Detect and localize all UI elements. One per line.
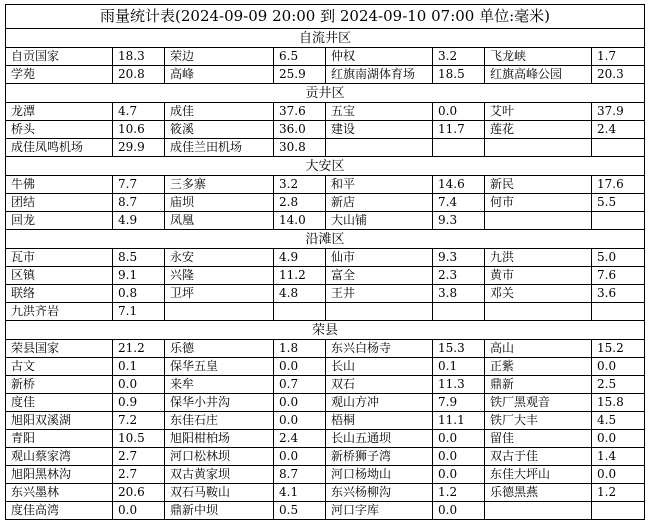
station-name: 新桥狮子湾	[326, 448, 433, 466]
rainfall-value: 0.0	[274, 394, 326, 412]
table-row	[6, 285, 645, 303]
rainfall-table	[5, 4, 645, 520]
station-name: 梧桐	[326, 412, 433, 430]
station-name: 成佳凤鸣机场	[6, 139, 113, 157]
station-name: 双石马鞍山	[165, 484, 274, 502]
rainfall-value: 6.5	[274, 48, 326, 66]
rainfall-value: 4.5	[592, 412, 645, 430]
rainfall-value: 2.5	[592, 376, 645, 394]
station-name: 学苑	[6, 66, 113, 84]
station-name: 高峰	[165, 66, 274, 84]
station-name: 艾叶	[485, 103, 592, 121]
station-name: 东兴白杨寺	[326, 340, 433, 358]
rainfall-value: 14.0	[274, 212, 326, 230]
rainfall-value: 21.2	[113, 340, 165, 358]
rainfall-value: 15.3	[433, 340, 485, 358]
rainfall-value: 30.8	[274, 139, 326, 157]
station-name: 永安	[165, 249, 274, 267]
rainfall-value: 1.7	[592, 48, 645, 66]
rainfall-value: 0.5	[274, 502, 326, 520]
station-name: 卫坪	[165, 285, 274, 303]
rainfall-value: 7.1	[113, 303, 165, 321]
station-name: 鼎新	[485, 376, 592, 394]
rainfall-value: 25.9	[274, 66, 326, 84]
table-row	[6, 448, 645, 466]
station-name: 东兴杨柳沟	[326, 484, 433, 502]
station-name: 荣县国家	[6, 340, 113, 358]
station-name: 来牟	[165, 376, 274, 394]
rainfall-value: 11.7	[433, 121, 485, 139]
section-name: 沿滩区	[6, 230, 645, 249]
station-name: 高山	[485, 340, 592, 358]
station-name: 东兴墨林	[6, 484, 113, 502]
table-row	[6, 430, 645, 448]
rainfall-value: 8.5	[113, 249, 165, 267]
station-name: 河口松林坝	[165, 448, 274, 466]
rainfall-value: 1.2	[433, 484, 485, 502]
station-name: 乐德	[165, 340, 274, 358]
rainfall-value: 2.4	[274, 430, 326, 448]
rainfall-value	[592, 303, 645, 321]
rainfall-value: 0.8	[113, 285, 165, 303]
table-title: 雨量统计表(2024-09-09 20:00 到 2024-09-10 07:00 单位:毫米)	[6, 5, 645, 29]
section-name: 大安区	[6, 157, 645, 176]
rainfall-value: 14.6	[433, 176, 485, 194]
rainfall-value: 0.0	[592, 430, 645, 448]
rainfall-value: 0.0	[433, 502, 485, 520]
rainfall-value: 20.8	[113, 66, 165, 84]
rainfall-value: 3.6	[592, 285, 645, 303]
station-name	[326, 303, 433, 321]
table-row	[6, 412, 645, 430]
station-name: 瓦市	[6, 249, 113, 267]
station-name: 莲花	[485, 121, 592, 139]
rainfall-value: 0.0	[592, 358, 645, 376]
table-row	[6, 194, 645, 212]
station-name: 新店	[326, 194, 433, 212]
rainfall-value: 37.9	[592, 103, 645, 121]
rainfall-value: 0.9	[113, 394, 165, 412]
station-name: 度佳	[6, 394, 113, 412]
station-name: 东佳大坪山	[485, 466, 592, 484]
table-row	[6, 103, 645, 121]
rainfall-value: 4.1	[274, 484, 326, 502]
rainfall-value: 10.5	[113, 430, 165, 448]
rainfall-value: 15.8	[592, 394, 645, 412]
station-name: 牛佛	[6, 176, 113, 194]
rainfall-value: 20.6	[113, 484, 165, 502]
station-name: 飞龙峡	[485, 48, 592, 66]
station-name: 旭阳柑柏场	[165, 430, 274, 448]
rainfall-document	[5, 4, 644, 520]
rainfall-value: 3.2	[433, 48, 485, 66]
station-name	[326, 139, 433, 157]
section-name: 自流井区	[6, 29, 645, 48]
station-name	[485, 212, 592, 230]
rainfall-value: 2.4	[592, 121, 645, 139]
station-name: 大山铺	[326, 212, 433, 230]
rainfall-value: 0.0	[592, 466, 645, 484]
station-name	[485, 502, 592, 520]
station-name: 铁厂大丰	[485, 412, 592, 430]
section-name: 贡井区	[6, 84, 645, 103]
rainfall-value: 8.7	[113, 194, 165, 212]
station-name: 乐德黑燕	[485, 484, 592, 502]
rainfall-value: 0.0	[433, 430, 485, 448]
rainfall-value: 0.0	[274, 358, 326, 376]
station-name: 铁厂黑观音	[485, 394, 592, 412]
station-name: 团结	[6, 194, 113, 212]
station-name: 留佳	[485, 430, 592, 448]
rainfall-value: 11.2	[274, 267, 326, 285]
station-name: 龙潭	[6, 103, 113, 121]
rainfall-value: 2.3	[433, 267, 485, 285]
rainfall-value: 2.7	[113, 466, 165, 484]
rainfall-value: 11.3	[433, 376, 485, 394]
station-name: 红旗高峰公园	[485, 66, 592, 84]
station-name: 河口字库	[326, 502, 433, 520]
station-name: 观山方冲	[326, 394, 433, 412]
station-name: 和平	[326, 176, 433, 194]
station-name: 成佳	[165, 103, 274, 121]
rainfall-value: 7.9	[433, 394, 485, 412]
station-name: 观山蔡家湾	[6, 448, 113, 466]
rainfall-value: 0.7	[274, 376, 326, 394]
station-name: 王井	[326, 285, 433, 303]
rainfall-value: 7.2	[113, 412, 165, 430]
rainfall-value: 17.6	[592, 176, 645, 194]
station-name: 区镇	[6, 267, 113, 285]
rainfall-value: 3.8	[433, 285, 485, 303]
rainfall-value: 0.0	[274, 448, 326, 466]
station-name: 旭阳双溪湖	[6, 412, 113, 430]
section-header-row	[6, 230, 645, 249]
rainfall-value	[433, 139, 485, 157]
rainfall-value: 1.4	[592, 448, 645, 466]
rainfall-value: 4.7	[113, 103, 165, 121]
rainfall-value: 29.9	[113, 139, 165, 157]
rainfall-value: 9.3	[433, 249, 485, 267]
station-name: 河口杨坳山	[326, 466, 433, 484]
section-header-row	[6, 84, 645, 103]
station-name: 古文	[6, 358, 113, 376]
table-row	[6, 176, 645, 194]
station-name: 庙坝	[165, 194, 274, 212]
table-row	[6, 267, 645, 285]
station-name: 仙市	[326, 249, 433, 267]
station-name: 五宝	[326, 103, 433, 121]
table-row	[6, 394, 645, 412]
station-name	[485, 139, 592, 157]
station-name: 自贡国家	[6, 48, 113, 66]
table-row	[6, 139, 645, 157]
table-row	[6, 249, 645, 267]
table-row	[6, 303, 645, 321]
table-row	[6, 502, 645, 520]
table-row	[6, 66, 645, 84]
station-name: 成佳兰田机场	[165, 139, 274, 157]
station-name: 兴隆	[165, 267, 274, 285]
station-name: 鼎新中坝	[165, 502, 274, 520]
section-header-row	[6, 157, 645, 176]
station-name: 保华小井沟	[165, 394, 274, 412]
station-name: 新桥	[6, 376, 113, 394]
station-name: 富全	[326, 267, 433, 285]
station-name: 桥头	[6, 121, 113, 139]
station-name: 联络	[6, 285, 113, 303]
table-row	[6, 48, 645, 66]
station-name: 正紫	[485, 358, 592, 376]
station-name	[485, 303, 592, 321]
rainfall-value: 0.0	[274, 412, 326, 430]
rainfall-value: 0.0	[433, 448, 485, 466]
station-name: 建设	[326, 121, 433, 139]
station-name	[165, 303, 274, 321]
table-row	[6, 484, 645, 502]
rainfall-value: 7.6	[592, 267, 645, 285]
rainfall-value	[433, 303, 485, 321]
rainfall-value	[274, 303, 326, 321]
rainfall-value: 9.3	[433, 212, 485, 230]
station-name: 东佳石庄	[165, 412, 274, 430]
section-header-row	[6, 321, 645, 340]
station-name: 九洪	[485, 249, 592, 267]
title-row	[6, 5, 645, 29]
rainfall-value: 0.1	[433, 358, 485, 376]
rainfall-value: 4.9	[274, 249, 326, 267]
station-name: 保华五皇	[165, 358, 274, 376]
rainfall-value: 0.0	[433, 466, 485, 484]
station-name: 新民	[485, 176, 592, 194]
rainfall-value	[592, 212, 645, 230]
station-name: 荣边	[165, 48, 274, 66]
rainfall-value: 20.3	[592, 66, 645, 84]
table-row	[6, 212, 645, 230]
section-name: 荣县	[6, 321, 645, 340]
rainfall-value: 36.0	[274, 121, 326, 139]
section-header-row	[6, 29, 645, 48]
station-name: 邓关	[485, 285, 592, 303]
table-row	[6, 466, 645, 484]
station-name: 三多寨	[165, 176, 274, 194]
station-name: 度佳高湾	[6, 502, 113, 520]
rainfall-value: 5.0	[592, 249, 645, 267]
rainfall-value: 4.9	[113, 212, 165, 230]
rainfall-value: 18.3	[113, 48, 165, 66]
rainfall-value: 1.8	[274, 340, 326, 358]
station-name: 双石	[326, 376, 433, 394]
table-row	[6, 358, 645, 376]
rainfall-value	[592, 502, 645, 520]
rainfall-value: 9.1	[113, 267, 165, 285]
rainfall-value: 0.0	[433, 103, 485, 121]
rainfall-value: 0.0	[113, 502, 165, 520]
station-name: 长山	[326, 358, 433, 376]
rainfall-value: 2.7	[113, 448, 165, 466]
rainfall-value: 37.6	[274, 103, 326, 121]
rainfall-value: 11.1	[433, 412, 485, 430]
station-name: 长山五通坝	[326, 430, 433, 448]
station-name: 九洪齐岩	[6, 303, 113, 321]
rainfall-value: 7.4	[433, 194, 485, 212]
station-name: 双古于佳	[485, 448, 592, 466]
rainfall-value: 2.8	[274, 194, 326, 212]
table-row	[6, 376, 645, 394]
rainfall-value: 4.8	[274, 285, 326, 303]
station-name: 旭阳黑林沟	[6, 466, 113, 484]
station-name: 红旗南湖体育场	[326, 66, 433, 84]
rainfall-value: 3.2	[274, 176, 326, 194]
rainfall-value: 0.0	[113, 376, 165, 394]
station-name: 仲权	[326, 48, 433, 66]
station-name: 双古黄家坝	[165, 466, 274, 484]
rainfall-value	[592, 139, 645, 157]
station-name: 凤凰	[165, 212, 274, 230]
rainfall-value: 18.5	[433, 66, 485, 84]
table-row	[6, 121, 645, 139]
table-row	[6, 340, 645, 358]
rainfall-value: 0.1	[113, 358, 165, 376]
rainfall-value: 15.2	[592, 340, 645, 358]
rainfall-value: 5.5	[592, 194, 645, 212]
rainfall-value: 8.7	[274, 466, 326, 484]
rainfall-value: 7.7	[113, 176, 165, 194]
rainfall-value: 1.2	[592, 484, 645, 502]
station-name: 何市	[485, 194, 592, 212]
station-name: 筱溪	[165, 121, 274, 139]
station-name: 黄市	[485, 267, 592, 285]
station-name: 回龙	[6, 212, 113, 230]
rainfall-value: 10.6	[113, 121, 165, 139]
station-name: 青阳	[6, 430, 113, 448]
